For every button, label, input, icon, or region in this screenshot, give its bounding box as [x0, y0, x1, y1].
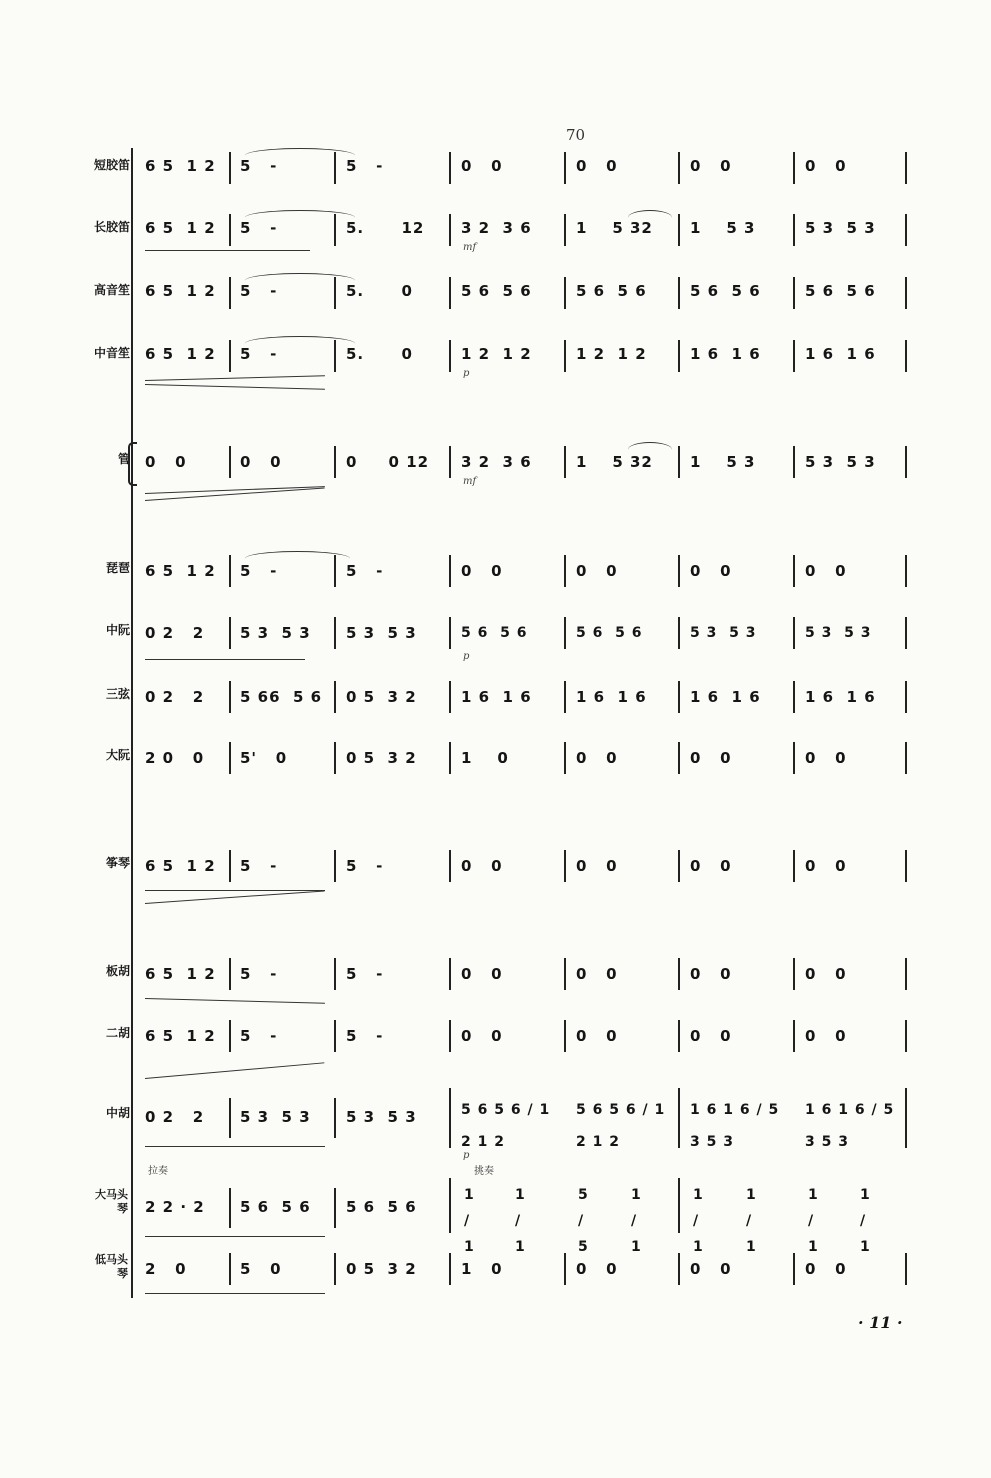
measure: 2 0: [145, 1260, 187, 1278]
measure: 0 5 3 2: [346, 749, 417, 767]
measure: 1 6 1 6: [690, 345, 761, 363]
measure: 1 0: [461, 749, 509, 767]
barline: [564, 214, 566, 246]
barline: [449, 277, 451, 309]
measure: 0 0: [576, 562, 618, 580]
barline: [334, 742, 336, 774]
barline: [793, 1253, 795, 1285]
barline: [449, 681, 451, 713]
measure: 5 3 5 3: [346, 624, 417, 642]
barline: [678, 214, 680, 246]
barline: [229, 742, 231, 774]
slur: [245, 336, 355, 351]
measure: 0 2 2: [145, 624, 205, 642]
barline: [905, 850, 907, 882]
technique-label: 拉奏: [148, 1166, 168, 1177]
dynamic-marking: mf: [463, 242, 477, 253]
measure: 1 / 1: [631, 1187, 642, 1255]
barline: [229, 152, 231, 184]
barline: [678, 340, 680, 372]
barline: [449, 340, 451, 372]
measure: 5 / 5: [578, 1187, 589, 1255]
barline: [449, 1178, 451, 1233]
measure: 0 0: [145, 453, 187, 471]
measure: 0 0: [805, 1027, 847, 1045]
measure: 0 0: [461, 857, 503, 875]
barline: [678, 1253, 680, 1285]
barline: [678, 446, 680, 478]
measure: 6 5 1 2: [145, 219, 216, 237]
measure: 5. 12: [346, 219, 425, 237]
barline: [229, 958, 231, 990]
measure: 1 / 1: [515, 1187, 526, 1255]
measure: 6 5 1 2: [145, 857, 216, 875]
measure: 0 0: [690, 1027, 732, 1045]
barline: [678, 1178, 680, 1233]
measure: 1 0: [461, 1260, 503, 1278]
measure: 0 0: [805, 562, 847, 580]
barline: [334, 1188, 336, 1228]
barline: [793, 277, 795, 309]
measure: 5 3 5 3: [346, 1108, 417, 1126]
measure: 1 / 1: [746, 1187, 757, 1255]
barline: [449, 446, 451, 478]
measure: 6 5 1 2: [145, 157, 216, 175]
measure: 5 66 5 6: [240, 688, 323, 706]
measure: 1 6 1 6: [690, 688, 761, 706]
measure: 1 2 1 2: [461, 345, 532, 363]
measure: 0 0: [461, 1027, 503, 1045]
hairpin-line: [145, 998, 325, 1004]
measure: 5 6 5 6: [805, 282, 876, 300]
dynamic-marking: mf: [463, 476, 477, 487]
slur: [245, 551, 350, 566]
barline: [793, 617, 795, 649]
technique-label: 挑奏: [474, 1166, 494, 1177]
barline: [229, 340, 231, 372]
barline: [905, 152, 907, 184]
barline: [905, 555, 907, 587]
measure: 5 -: [240, 219, 278, 237]
barline: [229, 617, 231, 649]
measure: 0 5 3 2: [346, 688, 417, 706]
barline: [334, 1098, 336, 1138]
measure: 5 -: [346, 562, 384, 580]
instrument-label: 中胡: [105, 1106, 130, 1120]
measure: 5' 0: [240, 749, 288, 767]
hairpin-line: [145, 375, 325, 381]
barline: [564, 850, 566, 882]
barline: [905, 340, 907, 372]
instrument-label: 高音笙: [93, 283, 130, 297]
slur: [628, 442, 672, 457]
measure: 5 6 5 6: [461, 625, 528, 641]
measure: 0 0: [576, 965, 618, 983]
measure: 5 -: [240, 562, 278, 580]
measure: 0 0: [240, 453, 282, 471]
instrument-label: 筝琴: [105, 856, 130, 870]
instrument-label: 琵琶: [105, 561, 130, 575]
barline: [229, 681, 231, 713]
barline: [449, 617, 451, 649]
measure: 0 2 2: [145, 1108, 205, 1126]
barline: [449, 742, 451, 774]
hairpin-line: [145, 1062, 324, 1079]
instrument-label: 长胶笛: [93, 220, 130, 234]
page-number-bottom: · 11 ·: [858, 1313, 903, 1332]
measure: 5. 0: [346, 282, 413, 300]
barline: [678, 742, 680, 774]
barline: [905, 1088, 907, 1148]
barline: [905, 214, 907, 246]
measure: 0 0: [576, 749, 618, 767]
instrument-label: 三弦: [105, 687, 130, 701]
barline: [449, 555, 451, 587]
measure: 1 / 1: [860, 1187, 871, 1255]
barline: [905, 1020, 907, 1052]
barline: [564, 277, 566, 309]
measure: 0 0: [690, 1260, 732, 1278]
barline: [793, 1020, 795, 1052]
barline: [334, 850, 336, 882]
measure: 0 0: [690, 857, 732, 875]
measure: 0 0: [805, 1260, 847, 1278]
page-number-top: 70: [566, 126, 586, 144]
barline: [905, 617, 907, 649]
barline: [229, 1188, 231, 1228]
barline: [678, 1088, 680, 1148]
barline: [564, 681, 566, 713]
hairpin-line: [145, 890, 325, 904]
barline: [793, 555, 795, 587]
barline: [229, 277, 231, 309]
measure: 0 0: [576, 157, 618, 175]
measure: 5 6 5 6: [690, 282, 761, 300]
barline: [229, 555, 231, 587]
hairpin-line: [145, 1236, 325, 1237]
barline: [449, 1253, 451, 1285]
measure: 5 -: [240, 345, 278, 363]
slur: [245, 210, 355, 225]
barline: [564, 152, 566, 184]
barline: [793, 681, 795, 713]
measure: 0 0: [690, 965, 732, 983]
measure: 2 2 · 2: [145, 1198, 205, 1216]
measure: 5 3 5 3: [805, 453, 876, 471]
measure: 0 0: [690, 157, 732, 175]
measure: 5 3 5 3: [805, 625, 872, 641]
barline: [793, 742, 795, 774]
measure: 5 3 5 3: [240, 624, 311, 642]
instrument-label: 中音笙: [93, 346, 130, 360]
measure: 5 3 5 3: [690, 625, 757, 641]
barline: [334, 617, 336, 649]
barline: [678, 850, 680, 882]
measure: 1 5 32: [576, 453, 653, 471]
measure: 0 0: [805, 857, 847, 875]
measure: 0 0: [805, 965, 847, 983]
barline: [793, 152, 795, 184]
instrument-label: 大马头琴: [95, 1188, 128, 1215]
measure: 0 2 2: [145, 688, 205, 706]
barline: [678, 681, 680, 713]
barline: [229, 1020, 231, 1052]
measure: 5 6 5 6: [240, 1198, 311, 1216]
measure: 0 0: [576, 1260, 618, 1278]
measure: 5 -: [346, 857, 384, 875]
measure: 5 -: [346, 1027, 384, 1045]
measure: 0 0: [576, 1027, 618, 1045]
measure: 5 -: [240, 282, 278, 300]
measure: 2 0 0: [145, 749, 205, 767]
barline: [449, 152, 451, 184]
dynamic-marking: p: [463, 368, 470, 379]
barline: [678, 617, 680, 649]
barline: [678, 555, 680, 587]
measure: 0 0 12: [346, 453, 430, 471]
barline: [905, 446, 907, 478]
measure: 0 0: [690, 749, 732, 767]
slur: [628, 210, 672, 225]
hairpin-line: [145, 659, 305, 660]
barline: [334, 681, 336, 713]
hairpin-line: [145, 250, 310, 251]
barline: [678, 958, 680, 990]
measure: 1 / 1: [693, 1187, 704, 1255]
barline: [334, 958, 336, 990]
measure: 6 5 1 2: [145, 965, 216, 983]
instrument-label: 大阮: [105, 748, 130, 762]
measure: 5. 0: [346, 345, 413, 363]
barline: [905, 681, 907, 713]
barline: [905, 1253, 907, 1285]
measure: 1 6 1 6 / 5 3 5 3: [690, 1102, 780, 1150]
measure: 5 6 5 6 / 1 2 1 2: [576, 1102, 666, 1150]
barline: [449, 214, 451, 246]
barline: [564, 340, 566, 372]
barline: [564, 446, 566, 478]
instrument-label: 二胡: [105, 1026, 130, 1040]
barline: [793, 214, 795, 246]
measure: 0 0: [576, 857, 618, 875]
instrument-label: 低马头琴: [95, 1253, 128, 1280]
measure: 5 -: [240, 1027, 278, 1045]
hairpin-line: [145, 384, 325, 390]
barline: [793, 446, 795, 478]
barline: [449, 850, 451, 882]
barline: [678, 152, 680, 184]
measure: 5 -: [240, 157, 278, 175]
barline: [229, 214, 231, 246]
barline: [229, 1098, 231, 1138]
slur: [245, 273, 355, 288]
measure: 1 6 1 6 / 5 3 5 3: [805, 1102, 895, 1150]
measure: 0 0: [805, 749, 847, 767]
measure: 3 2 3 6: [461, 453, 532, 471]
measure: 5 6 5 6: [346, 1198, 417, 1216]
hairpin-line: [145, 1293, 325, 1294]
measure: 5 -: [240, 857, 278, 875]
instrument-label: 管: [117, 452, 130, 466]
dynamic-marking: p: [463, 1150, 470, 1161]
barline: [449, 958, 451, 990]
measure: 5 6 5 6: [461, 282, 532, 300]
measure: 1 6 1 6: [805, 688, 876, 706]
barline: [564, 1253, 566, 1285]
instrument-label: 短胶笛: [93, 158, 130, 172]
barline: [793, 958, 795, 990]
barline: [334, 1020, 336, 1052]
measure: 6 5 1 2: [145, 282, 216, 300]
barline: [229, 446, 231, 478]
hairpin-line: [145, 1146, 325, 1147]
barline: [905, 277, 907, 309]
barline: [793, 340, 795, 372]
barline: [449, 1088, 451, 1148]
barline: [229, 1253, 231, 1285]
measure: 0 0: [461, 157, 503, 175]
barline: [905, 742, 907, 774]
brace: [128, 442, 137, 486]
measure: 5 6 5 6: [576, 625, 643, 641]
barline: [678, 1020, 680, 1052]
measure: 0 0: [461, 965, 503, 983]
measure: 3 2 3 6: [461, 219, 532, 237]
measure: 1 6 1 6: [805, 345, 876, 363]
measure: 0 0: [690, 562, 732, 580]
measure: 5 -: [346, 965, 384, 983]
dynamic-marking: p: [463, 651, 470, 662]
barline: [793, 850, 795, 882]
hairpin-line: [145, 890, 325, 891]
barline: [678, 277, 680, 309]
measure: 6 5 1 2: [145, 562, 216, 580]
barline: [334, 1253, 336, 1285]
instrument-label: 中阮: [105, 623, 130, 637]
barline: [334, 446, 336, 478]
system-line: [131, 148, 133, 1298]
measure: 0 0: [805, 157, 847, 175]
instrument-label: 板胡: [105, 964, 130, 978]
measure: 5 3 5 3: [805, 219, 876, 237]
measure: 0 5 3 2: [346, 1260, 417, 1278]
barline: [564, 617, 566, 649]
measure: 6 5 1 2: [145, 1027, 216, 1045]
measure: 1 5 3: [690, 453, 756, 471]
barline: [564, 742, 566, 774]
measure: 1 / 1: [464, 1187, 475, 1255]
measure: 1 / 1: [808, 1187, 819, 1255]
measure: 5 -: [346, 157, 384, 175]
measure: 5 6 5 6: [576, 282, 647, 300]
measure: 5 3 5 3: [240, 1108, 311, 1126]
measure: 1 5 3: [690, 219, 756, 237]
measure: 1 6 1 6: [461, 688, 532, 706]
barline: [564, 958, 566, 990]
measure: 1 2 1 2: [576, 345, 647, 363]
measure: 5 6 5 6 / 1 2 1 2: [461, 1102, 551, 1150]
barline: [564, 555, 566, 587]
barline: [229, 850, 231, 882]
measure: 6 5 1 2: [145, 345, 216, 363]
measure: 5 0: [240, 1260, 282, 1278]
barline: [905, 958, 907, 990]
barline: [449, 1020, 451, 1052]
measure: 5 -: [240, 965, 278, 983]
measure: 1 5 32: [576, 219, 653, 237]
measure: 0 0: [461, 562, 503, 580]
measure: 1 6 1 6: [576, 688, 647, 706]
barline: [564, 1020, 566, 1052]
slur: [245, 148, 355, 163]
